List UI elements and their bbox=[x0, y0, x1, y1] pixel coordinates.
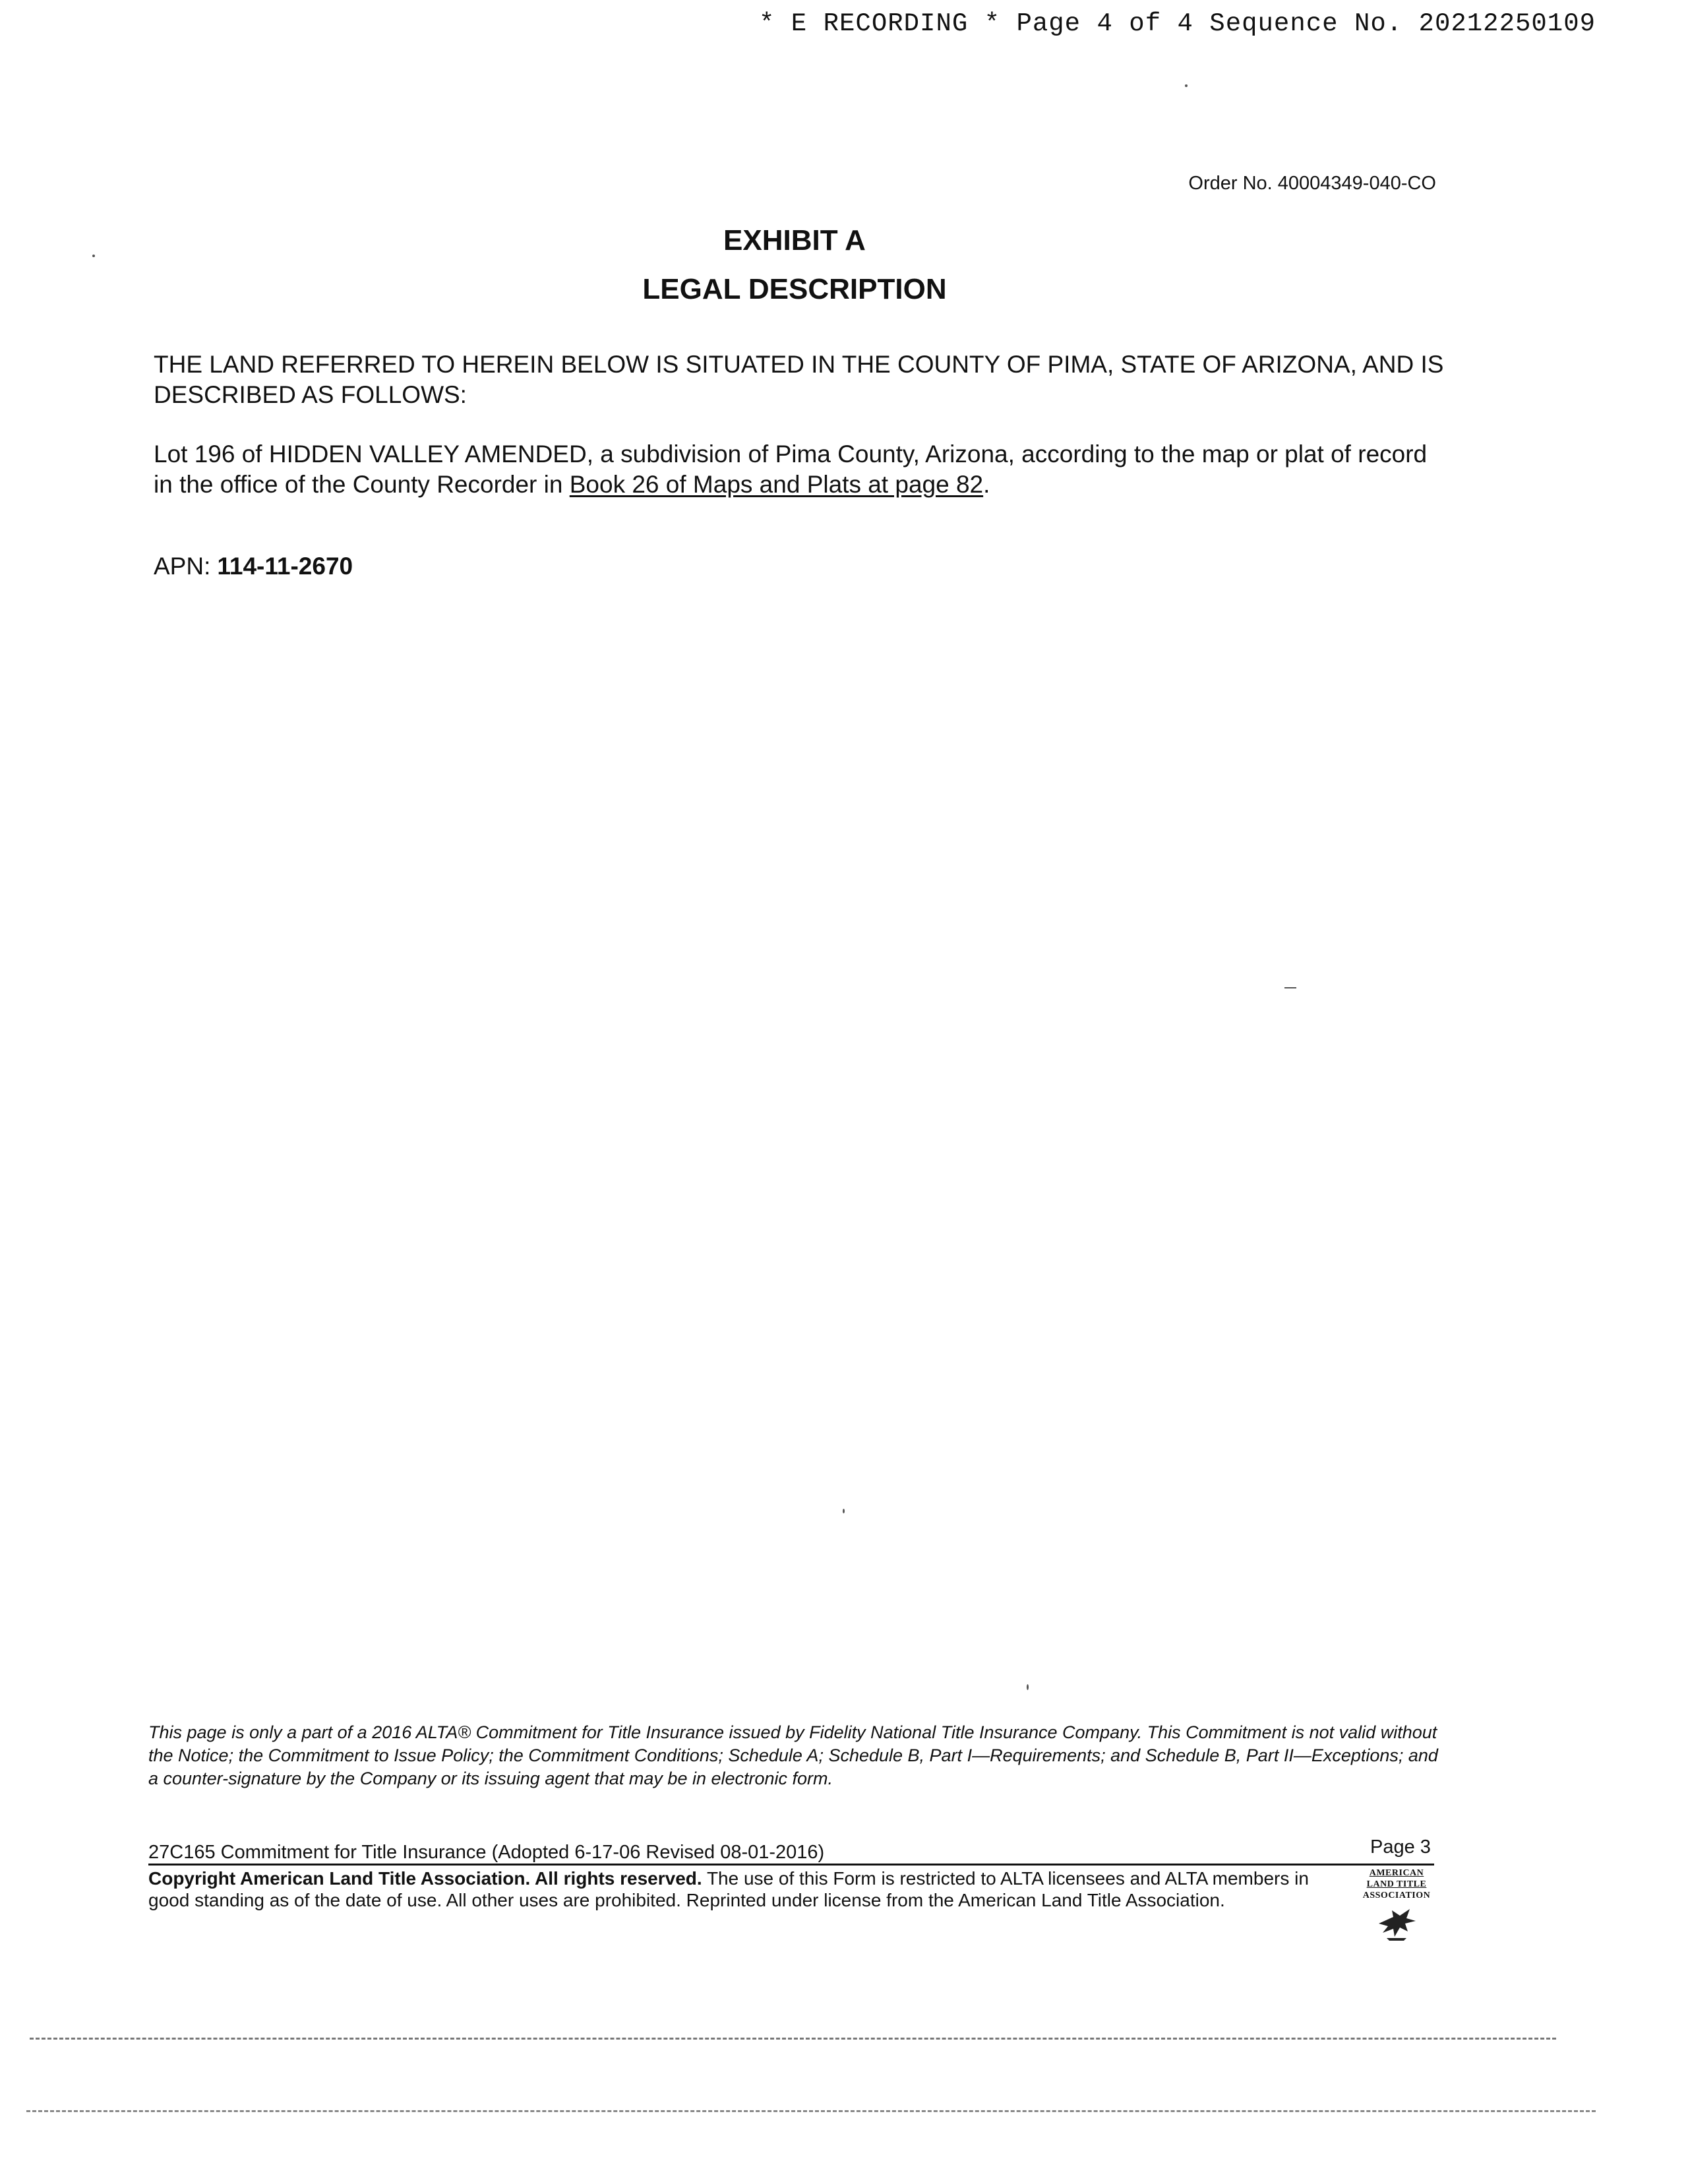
apn-label: APN: bbox=[154, 553, 211, 580]
recording-stamp: * E RECORDING * Page 4 of 4 Sequence No. 20212250109 bbox=[759, 9, 1596, 38]
footer-divider bbox=[148, 1864, 1434, 1866]
exhibit-title: EXHIBIT A bbox=[723, 224, 866, 257]
lot-description-text: Lot 196 of HIDDEN VALLEY AMENDED, a subdivision of Pima County, Arizona, according to the map or plat of record in the office of the County Recorder in bbox=[154, 440, 1428, 498]
logo-line-3: ASSOCIATION bbox=[1362, 1891, 1431, 1900]
copyright-terms: The use of this Form is restricted to ALTA licensees and ALTA members in good standing as of the date of use. All other uses are prohibited. Reprinted under license from the American Land Title Association. bbox=[148, 1868, 1309, 1910]
apn-line bbox=[154, 553, 353, 580]
lot-description bbox=[154, 439, 1446, 500]
county-statement: THE LAND REFERRED TO HEREIN BELOW IS SITUATED IN THE COUNTY OF PIMA, STATE OF ARIZONA, AND IS DESCRIBED AS FOLLOWS: bbox=[154, 351, 1444, 408]
scan-artifact-line bbox=[30, 2038, 1556, 2040]
commitment-notice: This page is only a part of a 2016 ALTA® Commitment for Title Insurance issued by Fidelity National Title Insurance Company. This Commitment is not valid without the Notice; the Commitment to Issue Policy; the Commitment Conditions; Schedule A; Schedule B, Part I—Requirements; and Schedule B, Part II—Exceptions; and a counter-signature by the Company or its issuing agent that may be in electronic form. bbox=[148, 1722, 1438, 1788]
scan-artifact-line bbox=[26, 2110, 1596, 2112]
copyright-statement: Copyright American Land Title Association. All rights reserved. bbox=[148, 1868, 702, 1889]
copyright-notice bbox=[148, 1867, 1335, 1911]
logo-line-1: AMERICAN bbox=[1369, 1868, 1424, 1878]
scan-speck bbox=[92, 255, 95, 257]
scan-speck bbox=[1284, 987, 1296, 988]
form-identifier: 27C165 Commitment for Title Insurance (Adopted 6-17-06 Revised 08-01-2016) bbox=[148, 1842, 825, 1863]
scan-speck bbox=[1185, 84, 1188, 87]
legal-description-title: LEGAL DESCRIPTION bbox=[642, 273, 947, 305]
scan-speck bbox=[843, 1509, 845, 1513]
eagle-icon bbox=[1373, 1904, 1420, 1943]
apn-value: 114-11-2670 bbox=[217, 553, 353, 580]
plat-book-reference: Book 26 of Maps and Plats at page 82 bbox=[569, 471, 984, 498]
order-number: Order No. 40004349-040-CO bbox=[1188, 173, 1436, 194]
logo-line-2: LAND TITLE bbox=[1366, 1879, 1427, 1889]
scan-speck bbox=[1027, 1684, 1029, 1690]
lot-description-end: . bbox=[983, 471, 990, 498]
page-number: Page 3 bbox=[1370, 1836, 1431, 1858]
alta-logo bbox=[1360, 1867, 1433, 1953]
